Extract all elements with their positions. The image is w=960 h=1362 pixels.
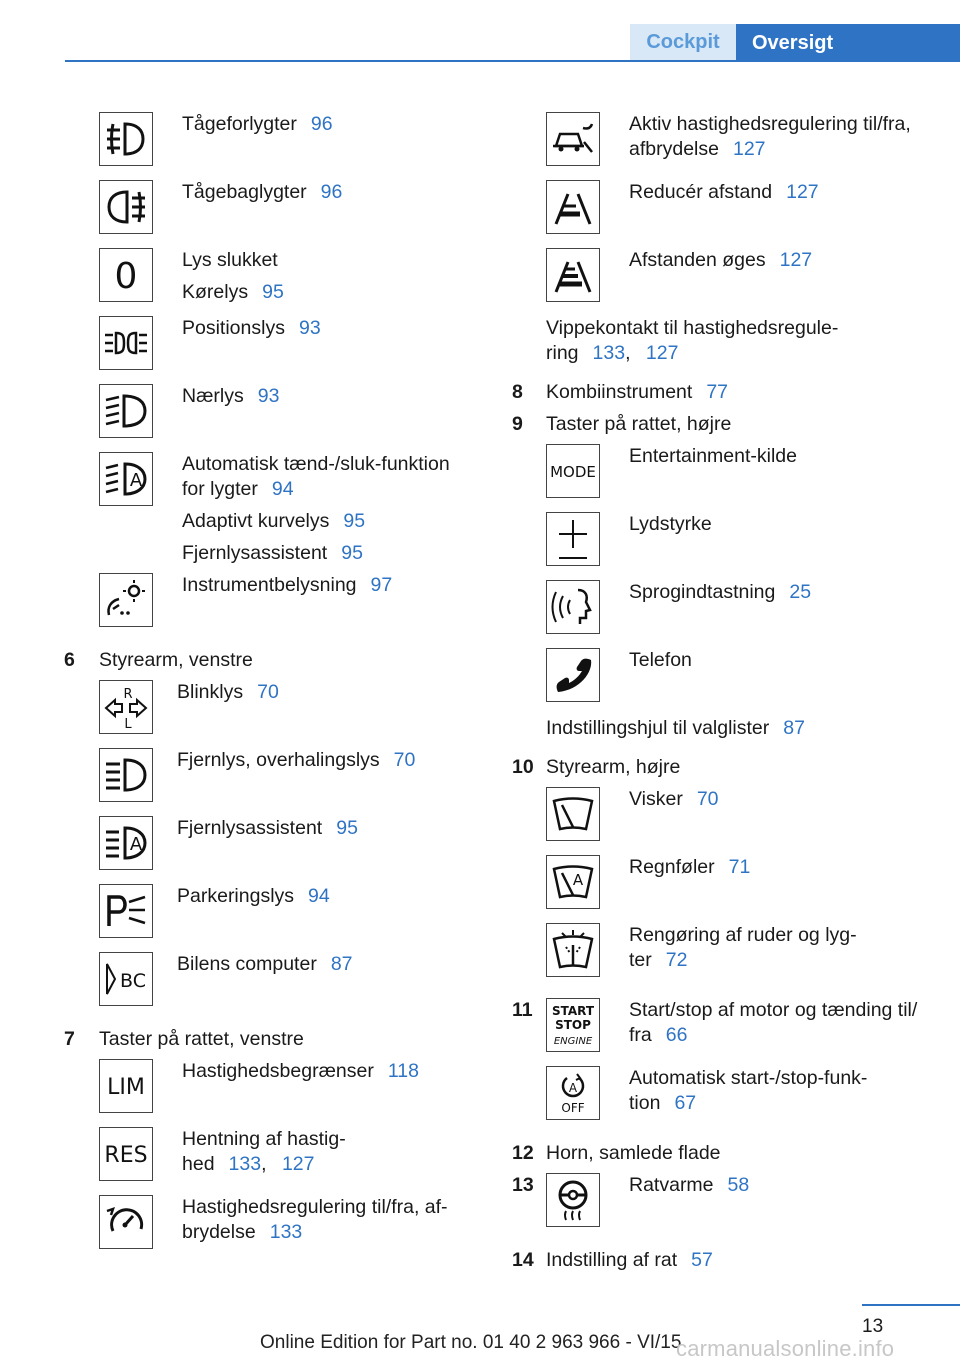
- item-cruise-control-line2: brydelse 133: [182, 1221, 303, 1243]
- page-ref[interactable]: 127: [779, 249, 813, 271]
- wiper-icon: [546, 787, 600, 841]
- svg-text:A: A: [129, 834, 143, 855]
- parking-light-icon: [99, 884, 153, 938]
- item-entertainment-source: Entertainment-kilde: [629, 445, 797, 467]
- page-ref[interactable]: 127: [645, 342, 679, 364]
- svg-text:STOP: STOP: [555, 1018, 591, 1032]
- item-high-beam: Fjernlys, overhalingslys 70: [177, 749, 416, 771]
- page-ref[interactable]: 87: [330, 953, 353, 975]
- high-beam-assistant-icon: [99, 816, 153, 870]
- page-ref[interactable]: 93: [298, 317, 321, 339]
- page-ref[interactable]: 133: [269, 1221, 303, 1243]
- washer-icon: [546, 923, 600, 977]
- page-ref[interactable]: 96: [310, 113, 333, 135]
- mode-button-icon: [546, 444, 600, 498]
- svg-text:0: 0: [114, 256, 138, 297]
- section-number: 9: [512, 413, 523, 435]
- phone-icon: [546, 648, 600, 702]
- section-number: 8: [512, 381, 523, 403]
- item-turn-signal: Blinklys 70: [177, 681, 279, 703]
- item-low-beam: Nærlys 93: [182, 385, 280, 407]
- item-adaptive-cornering: Adaptivt kurvelys 95: [182, 510, 366, 532]
- page-ref[interactable]: 70: [257, 681, 279, 703]
- section-tab-cockpit[interactable]: Cockpit: [630, 24, 736, 61]
- page-ref[interactable]: 95: [343, 510, 366, 532]
- board-computer-icon: [99, 952, 153, 1006]
- item-lights-off: Lys slukket: [182, 249, 278, 271]
- page-ref[interactable]: 25: [789, 581, 812, 603]
- item-auto-start-stop: Automatisk start-/stop-funk-: [629, 1067, 868, 1089]
- svg-text:LIM: LIM: [107, 1075, 145, 1100]
- lights-off-icon: [99, 248, 153, 302]
- section-number: 14: [512, 1249, 534, 1271]
- page-ref[interactable]: 96: [320, 181, 343, 203]
- instrument-lighting-icon: [99, 573, 153, 627]
- section-number: 13: [512, 1174, 534, 1196]
- item-reduce-distance: Reducér afstand 127: [629, 181, 819, 203]
- svg-text:BC: BC: [120, 970, 146, 992]
- watermark: carmanualsonline.info: [676, 1336, 895, 1361]
- item-active-cruise-control-line2: afbrydelse 127: [629, 138, 766, 160]
- item-front-fog-lights: Tågeforlygter 96: [182, 113, 333, 135]
- page-ref[interactable]: 67: [674, 1092, 697, 1114]
- page-ref[interactable]: 72: [665, 949, 688, 971]
- svg-text:A: A: [568, 1081, 578, 1095]
- page-ref[interactable]: 93: [257, 385, 280, 407]
- item-wiper: Visker 70: [629, 788, 719, 810]
- item-instrument-lighting: Instrumentbelysning 97: [182, 574, 393, 596]
- item-volume: Lydstyrke: [629, 513, 712, 535]
- item-active-cruise-control: Aktiv hastighedsregulering til/fra,: [629, 113, 911, 135]
- item-daytime-lights: Kørelys 95: [182, 281, 284, 303]
- svg-text:START: START: [551, 1004, 595, 1018]
- section-number: 12: [512, 1142, 534, 1164]
- page-ref[interactable]: 94: [271, 478, 294, 500]
- section-title: Taster på rattet, venstre: [99, 1028, 304, 1050]
- increase-distance-icon: [546, 248, 600, 302]
- item-resume-speed-line2: hed 133, 127: [182, 1153, 315, 1175]
- page-ref[interactable]: 87: [783, 717, 805, 739]
- section-tab-oversigt[interactable]: Oversigt: [736, 24, 960, 62]
- volume-icon: [546, 512, 600, 566]
- page-ref[interactable]: 58: [727, 1174, 750, 1196]
- item-voice-activation: Sprogindtastning 25: [629, 581, 812, 603]
- page-ref[interactable]: 77: [706, 381, 729, 403]
- section-title: Taster på rattet, højre: [546, 413, 732, 435]
- item-cruise-control: Hastighedsregulering til/fra, af-: [182, 1196, 448, 1218]
- svg-text:RES: RES: [104, 1143, 148, 1168]
- item-rain-sensor: Regnføler 71: [629, 856, 751, 878]
- item-rear-fog-lights: Tågebaglygter 96: [182, 181, 343, 203]
- section-number: 7: [64, 1028, 75, 1050]
- voice-control-icon: [546, 580, 600, 634]
- parking-position-light-icon: [99, 316, 153, 370]
- page-ref[interactable]: 97: [370, 574, 393, 596]
- section-number: 6: [64, 649, 75, 671]
- page-ref[interactable]: 95: [341, 542, 363, 564]
- page-ref[interactable]: 127: [786, 181, 819, 203]
- front-fog-light-icon: [99, 112, 153, 166]
- page-number: 13: [862, 1316, 884, 1337]
- page-ref[interactable]: 66: [665, 1024, 688, 1046]
- section-number: 11: [512, 999, 533, 1021]
- item-selection-wheel: Indstillingshjul til valglister 87: [546, 717, 805, 739]
- page-ref[interactable]: 70: [393, 749, 416, 771]
- section-title: Styrearm, venstre: [99, 649, 253, 671]
- item-rocker-switch: Vippekontakt til hastighedsregule-: [546, 317, 839, 339]
- page-ref[interactable]: 95: [262, 281, 284, 303]
- svg-text:MODE: MODE: [550, 463, 596, 481]
- section-title: Kombiinstrument 77: [546, 381, 729, 403]
- footer-rule: [862, 1304, 960, 1306]
- reduce-distance-icon: [546, 180, 600, 234]
- resume-speed-icon: [99, 1127, 153, 1181]
- page-ref[interactable]: 94: [308, 885, 330, 907]
- page-ref[interactable]: 133: [592, 342, 626, 364]
- page-ref[interactable]: 95: [336, 817, 358, 839]
- section-number: 10: [512, 756, 534, 778]
- page-ref[interactable]: 118: [387, 1060, 419, 1082]
- steering-wheel-heating-icon: [546, 1173, 600, 1227]
- rear-fog-light-icon: [99, 180, 153, 234]
- item-auto-headlight-line2: for lygter 94: [182, 478, 294, 500]
- page-ref[interactable]: 133: [228, 1153, 262, 1175]
- item-auto-start-stop-line2: tion 67: [629, 1092, 697, 1114]
- low-beam-icon: [99, 384, 153, 438]
- item-steering-wheel-heating: Ratvarme 58: [629, 1174, 750, 1196]
- svg-text:ENGINE: ENGINE: [553, 1036, 593, 1047]
- section-title: Indstilling af rat 57: [546, 1249, 713, 1271]
- item-parking-lights: Parkeringslys 94: [177, 885, 330, 907]
- item-telephone: Telefon: [629, 649, 692, 671]
- high-beam-icon: [99, 748, 153, 802]
- page-ref[interactable]: 127: [732, 138, 766, 160]
- turn-signal-icon: [99, 680, 153, 734]
- section-title: Horn, samlede flade: [546, 1142, 721, 1164]
- start-stop-button-icon: [546, 998, 600, 1052]
- item-position-lights: Positionslys 93: [182, 317, 321, 339]
- page-ref[interactable]: 70: [696, 788, 719, 810]
- auto-start-stop-off-icon: [546, 1066, 600, 1120]
- item-rocker-switch-line2: ring 133, 127: [546, 342, 679, 364]
- item-high-beam-assistant: Fjernlysassistent 95: [182, 542, 363, 564]
- item-high-beam-assistant-2: Fjernlysassistent 95: [177, 817, 358, 839]
- svg-text:A: A: [572, 871, 584, 889]
- item-speed-limiter: Hastighedsbegrænser 118: [182, 1060, 419, 1082]
- page-ref[interactable]: 127: [281, 1153, 315, 1175]
- cruise-control-icon: [99, 1195, 153, 1249]
- edition-note: Online Edition for Part no. 01 40 2 963 966 - VI/15: [260, 1332, 682, 1353]
- auto-headlight-icon: [99, 452, 153, 506]
- item-start-stop: Start/stop af motor og tænding til/: [629, 999, 918, 1021]
- section-title: Styrearm, højre: [546, 756, 681, 778]
- item-washer-line2: ter 72: [629, 949, 688, 971]
- header-rule: [65, 60, 960, 62]
- page-header: [0, 24, 960, 62]
- svg-text:L: L: [124, 717, 132, 730]
- speed-limiter-icon: [99, 1059, 153, 1113]
- item-start-stop-line2: fra 66: [629, 1024, 688, 1046]
- svg-text:OFF: OFF: [561, 1101, 585, 1115]
- active-cruise-control-icon: [546, 112, 600, 166]
- item-auto-headlight: Automatisk tænd-/sluk-funktion: [182, 453, 450, 475]
- svg-text:A: A: [129, 470, 143, 491]
- page-ref[interactable]: 71: [728, 856, 751, 878]
- svg-text:R: R: [123, 687, 133, 702]
- rain-sensor-icon: [546, 855, 600, 909]
- item-increase-distance: Afstanden øges 127: [629, 249, 813, 271]
- item-washer: Rengøring af ruder og lyg-: [629, 924, 857, 946]
- item-board-computer: Bilens computer 87: [177, 953, 353, 975]
- item-resume-speed: Hentning af hastig-: [182, 1128, 346, 1150]
- page-ref[interactable]: 57: [691, 1249, 713, 1271]
